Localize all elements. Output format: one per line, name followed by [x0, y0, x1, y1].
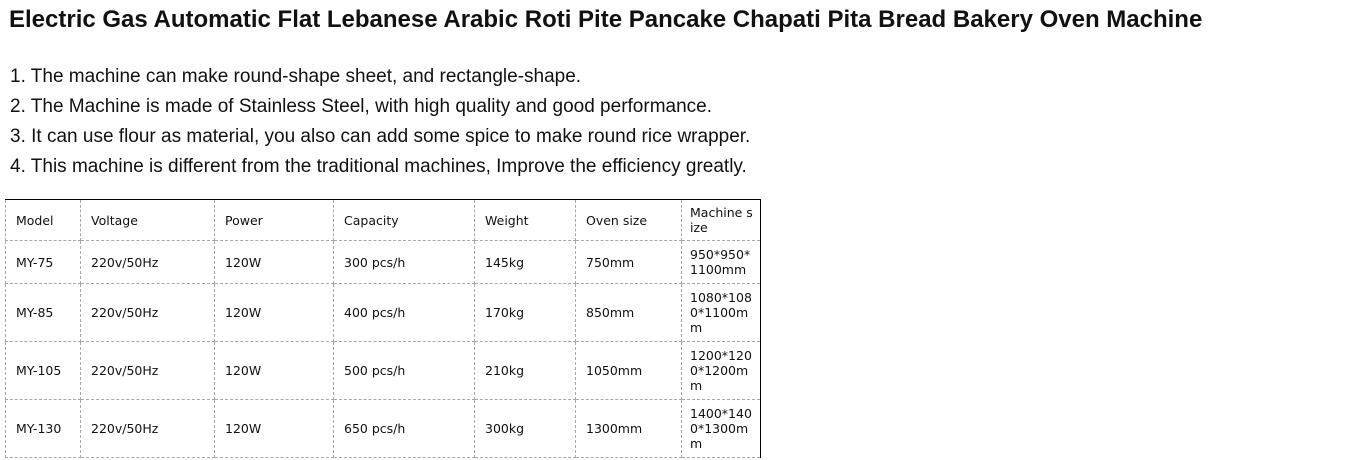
- feature-item: 3. It can use flour as material, you also can add some spice to make round rice wrapper.: [10, 126, 751, 147]
- table-row: [6, 400, 761, 458]
- header-cell-model: Model: [6, 200, 81, 241]
- cell-machine-size: 950*950*1100mm: [682, 241, 761, 284]
- feature-item: 2. The Machine is made of Stainless Steel, with high quality and good performance.: [10, 96, 712, 117]
- cell-voltage: 220v/50Hz: [81, 241, 215, 284]
- cell-power: 120W: [215, 241, 334, 284]
- cell-voltage: 220v/50Hz: [81, 342, 215, 400]
- feature-item: 4. This machine is different from the traditional machines, Improve the efficiency greatly.: [10, 156, 747, 177]
- page-title: Electric Gas Automatic Flat Lebanese Arabic Roti Pite Pancake Chapati Pita Bread Bakery Oven Machine: [9, 6, 1203, 33]
- cell-model: MY-85: [6, 284, 81, 342]
- cell-oven-size: 1300mm: [576, 400, 682, 458]
- table-row: [6, 284, 761, 342]
- cell-power: 120W: [215, 284, 334, 342]
- table-row: [6, 342, 761, 400]
- table-row: [6, 241, 761, 284]
- header-cell-machine-size: Machine size: [682, 200, 761, 241]
- cell-weight: 300kg: [475, 400, 576, 458]
- cell-capacity: 400 pcs/h: [334, 284, 475, 342]
- cell-model: MY-75: [6, 241, 81, 284]
- header-cell-voltage: Voltage: [81, 200, 215, 241]
- feature-item: 1. The machine can make round-shape sheet, and rectangle-shape.: [10, 66, 582, 87]
- cell-power: 120W: [215, 400, 334, 458]
- header-cell-power: Power: [215, 200, 334, 241]
- cell-model: MY-105: [6, 342, 81, 400]
- cell-oven-size: 750mm: [576, 241, 682, 284]
- specification-table: [5, 199, 761, 458]
- cell-weight: 170kg: [475, 284, 576, 342]
- cell-model: MY-130: [6, 400, 81, 458]
- cell-oven-size: 1050mm: [576, 342, 682, 400]
- cell-machine-size: 1400*1400*1300mm: [682, 400, 761, 458]
- feature-list: [10, 62, 750, 182]
- cell-weight: 210kg: [475, 342, 576, 400]
- cell-power: 120W: [215, 342, 334, 400]
- table-header-row: [6, 200, 761, 241]
- header-cell-capacity: Capacity: [334, 200, 475, 241]
- cell-capacity: 300 pcs/h: [334, 241, 475, 284]
- cell-voltage: 220v/50Hz: [81, 400, 215, 458]
- header-cell-oven-size: Oven size: [576, 200, 682, 241]
- cell-weight: 145kg: [475, 241, 576, 284]
- cell-voltage: 220v/50Hz: [81, 284, 215, 342]
- cell-oven-size: 850mm: [576, 284, 682, 342]
- cell-machine-size: 1200*1200*1200mm: [682, 342, 761, 400]
- header-cell-weight: Weight: [475, 200, 576, 241]
- cell-capacity: 500 pcs/h: [334, 342, 475, 400]
- cell-machine-size: 1080*1080*1100mm: [682, 284, 761, 342]
- cell-capacity: 650 pcs/h: [334, 400, 475, 458]
